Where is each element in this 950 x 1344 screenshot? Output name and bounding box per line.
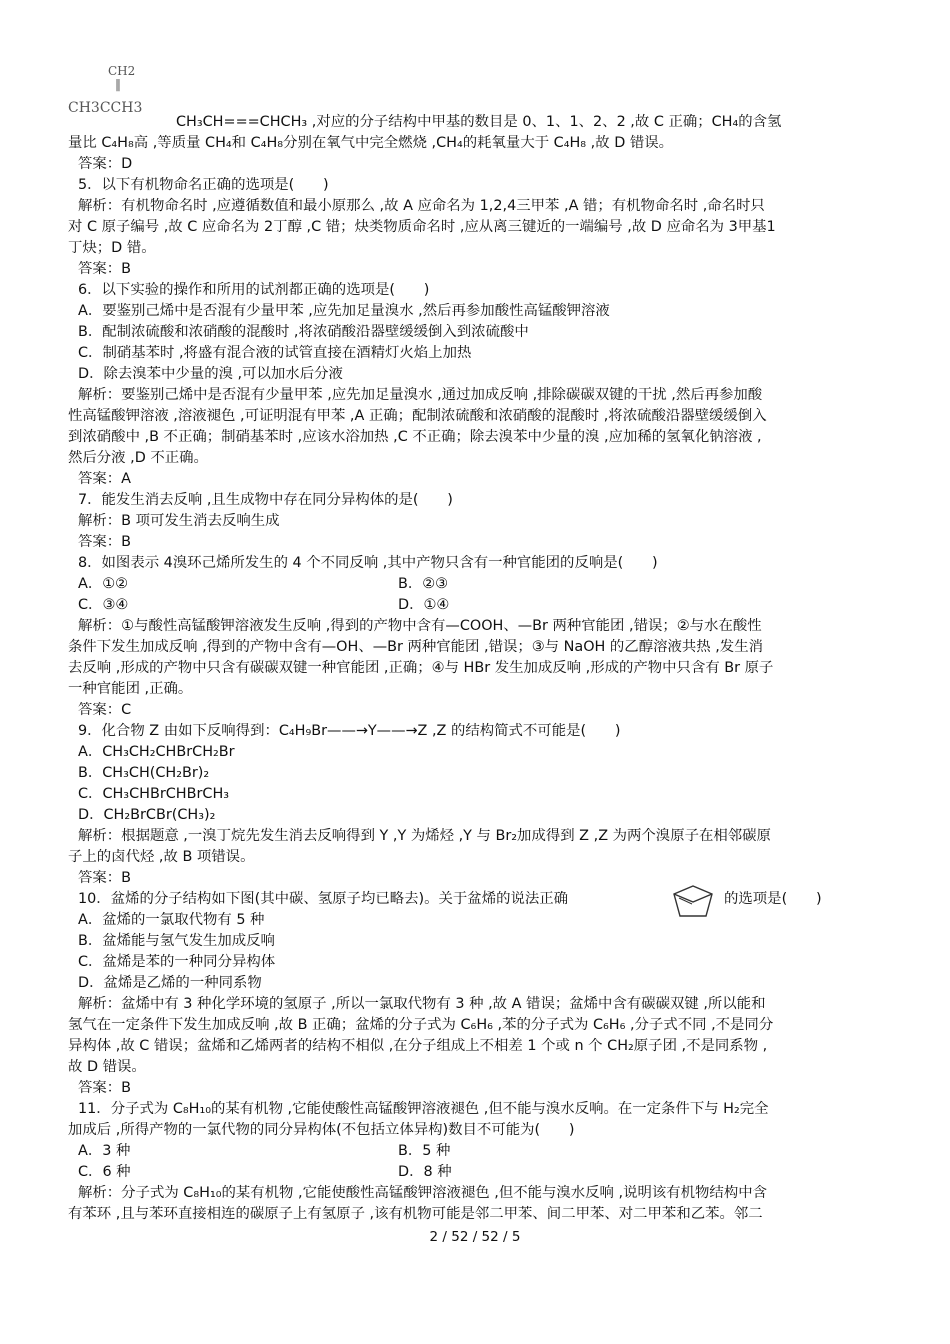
page-number: 2 / 52 / 52 / 5 [429,1229,521,1245]
option: B．②③ [398,576,449,592]
option: B．配制浓硫酸和浓硝酸的混酸时 ,将浓硝酸沿器壁缓缓倒入到浓硫酸中 [78,324,529,340]
question-11-cont: 加成后 ,所得产物的一氯代物的同分异构体(不包括立体异构)数目不可能为( ) [68,1122,575,1138]
text-line: CH₃CH===CHCH₃ ,对应的分子结构中甲基的数目是 0、1、1、2、2 ,故 C 正确；CH₄的含氢 [176,114,782,130]
option: B．CH₃CH(CH₂Br)₂ [78,765,210,781]
question-9: 9．化合物 Z 由如下反响得到：C₄H₉Br——→Y——→Z ,Z 的结构简式不可能是( ) [78,723,621,739]
analysis-line: 解析：有机物命名时 ,应遵循数值和最小原那么 ,故 A 应命名为 1,2,4三甲苯 ,A 错；有机物命名时 ,命名时只 [78,198,765,214]
answer: 答案：B [78,870,132,886]
analysis-line: 解析：要鉴别己烯中是否混有少量甲苯 ,应先加足量溴水 ,通过加成反响 ,排除碳碳双键的干扰 ,然后再参加酸 [78,387,763,403]
text-line: 量比 C₄H₈高 ,等质量 CH₄和 C₄H₈分别在氧气中完全燃烧 ,CH₄的耗氧量大于 C₄H₈ ,故 D 错误。 [68,135,674,151]
option: D．①④ [398,597,450,613]
analysis-line: 解析：①与酸性高锰酸钾溶液发生反响 ,得到的产物中含有—COOH、—Br 两种官能团 ,错误；②与水在酸性 [78,618,762,634]
option: D．8 种 [398,1164,452,1180]
answer: 答案：D [78,156,133,172]
formula-top: CH2 [108,64,136,78]
analysis-line: 解析：盆烯中有 3 种化学环境的氢原子 ,所以一氯取代物有 3 种 ,故 A 错误；盆烯中含有碳碳双键 ,所以能和 [78,996,766,1012]
option: B．盆烯能与氢气发生加成反响 [78,933,275,949]
option: A．盆烯的一氯取代物有 5 种 [78,912,265,928]
analysis-line: 故 D 错误。 [68,1059,146,1075]
double-bond-mark: ‖ [115,77,121,91]
option: A．①② [78,576,129,592]
structural-formula-image [68,62,168,124]
option: B．5 种 [398,1143,451,1159]
option: A．3 种 [78,1143,131,1159]
question-10: 10．盆烯的分子结构如下图(其中碳、氢原子均已略去)。关于盆烯的说法正确 [78,891,569,907]
answer: 答案：B [78,261,132,277]
analysis-line: 解析：分子式为 C₈H₁₀的某有机物 ,它能使酸性高锰酸钾溶液褪色 ,但不能与溴水反响 ,说明该有机物结构中含 [78,1185,767,1201]
option: C．制硝基苯时 ,将盛有混合液的试管直接在酒精灯火焰上加热 [78,345,472,361]
question-11: 11．分子式为 C₈H₁₀的某有机物 ,它能使酸性高锰酸钾溶液褪色 ,但不能与溴水反响。在一定条件下与 H₂完全 [78,1101,769,1117]
formula-bottom: CH3CCH3 [68,100,143,116]
analysis-line: 去反响 ,形成的产物中只含有碳碳双键一种官能团 ,正确；④与 HBr 发生加成反响 ,形成的产物中只含有 Br 原子 [68,660,774,676]
option: C．盆烯是苯的一种同分异构体 [78,954,276,970]
analysis-line: 解析：根据题意 ,一溴丁烷先发生消去反响得到 Y ,Y 为烯烃 ,Y 与 Br₂加成得到 Z ,Z 为两个溴原子在相邻碳原 [78,828,771,844]
option: C．③④ [78,597,129,613]
dewar-benzene-structure [668,880,718,926]
option: A．要鉴别己烯中是否混有少量甲苯 ,应先加足量溴水 ,然后再参加酸性高锰酸钾溶液 [78,303,610,319]
analysis-line: 性高锰酸钾溶液 ,溶液褪色 ,可证明混有甲苯 ,A 正确；配制浓硫酸和浓硝酸的混酸时 ,将浓硫酸沿器壁缓缓倒入 [68,408,767,424]
analysis-line: 异构体 ,故 C 错误；盆烯和乙烯两者的结构不相似 ,在分子组成上不相差 1 个或 n 个 CH₂原子团 ,不是同系物 , [68,1038,768,1054]
analysis-line: 氢气在一定条件下发生加成反响 ,故 B 正确；盆烯的分子式为 C₆H₆ ,苯的分子式为 C₆H₆ ,分子式不同 ,不是同分 [68,1017,774,1033]
analysis-line: 一种官能团 ,正确。 [68,681,193,697]
analysis-line: 然后分液 ,D 不正确。 [68,450,208,466]
option: D．CH₂BrCBr(CH₃)₂ [78,807,216,823]
analysis-line: 丁炔；D 错。 [68,240,156,256]
analysis-line: 解析：B 项可发生消去反响生成 [78,513,280,529]
answer: 答案：B [78,534,132,550]
answer: 答案：C [78,702,132,718]
question-10-cont: 的选项是( ) [724,891,822,907]
question-6: 6．以下实验的操作和所用的试剂都正确的选项是( ) [78,282,430,298]
option: C．CH₃CHBrCHBrCH₃ [78,786,230,802]
question-7: 7．能发生消去反响 ,且生成物中存在同分异构体的是( ) [78,492,453,508]
option: A．CH₃CH₂CHBrCH₂Br [78,744,235,760]
question-8: 8．如图表示 4溴环己烯所发生的 4 个不同反响 ,其中产物只含有一种官能团的反响是( ) [78,555,658,571]
option: C．6 种 [78,1164,131,1180]
analysis-line: 到浓硝酸中 ,B 不正确；制硝基苯时 ,应该水浴加热 ,C 不正确；除去溴苯中少量的溴 ,应加稀的氢氧化钠溶液 , [68,429,762,445]
option: D．除去溴苯中少量的溴 ,可以加水后分液 [78,366,343,382]
option: D．盆烯是乙烯的一种同系物 [78,975,262,991]
answer: 答案：B [78,1080,132,1096]
analysis-line: 对 C 原子编号 ,故 C 应命名为 2丁醇 ,C 错；炔类物质命名时 ,应从离三键近的一端编号 ,故 D 应命名为 3甲基1 [68,219,776,235]
answer: 答案：A [78,471,132,487]
analysis-line: 有苯环 ,且与苯环直接相连的碳原子上有氢原子 ,该有机物可能是邻二甲苯、间二甲苯、对二甲苯和乙苯。邻二 [68,1206,763,1222]
analysis-line: 条件下发生加成反响 ,得到的产物中含有—OH、—Br 两种官能团 ,错误；③与 NaOH 的乙醇溶液共热 ,发生消 [68,639,763,655]
question-5: 5．以下有机物命名正确的选项是( ) [78,177,329,193]
analysis-line: 子上的卤代烃 ,故 B 项错误。 [68,849,255,865]
